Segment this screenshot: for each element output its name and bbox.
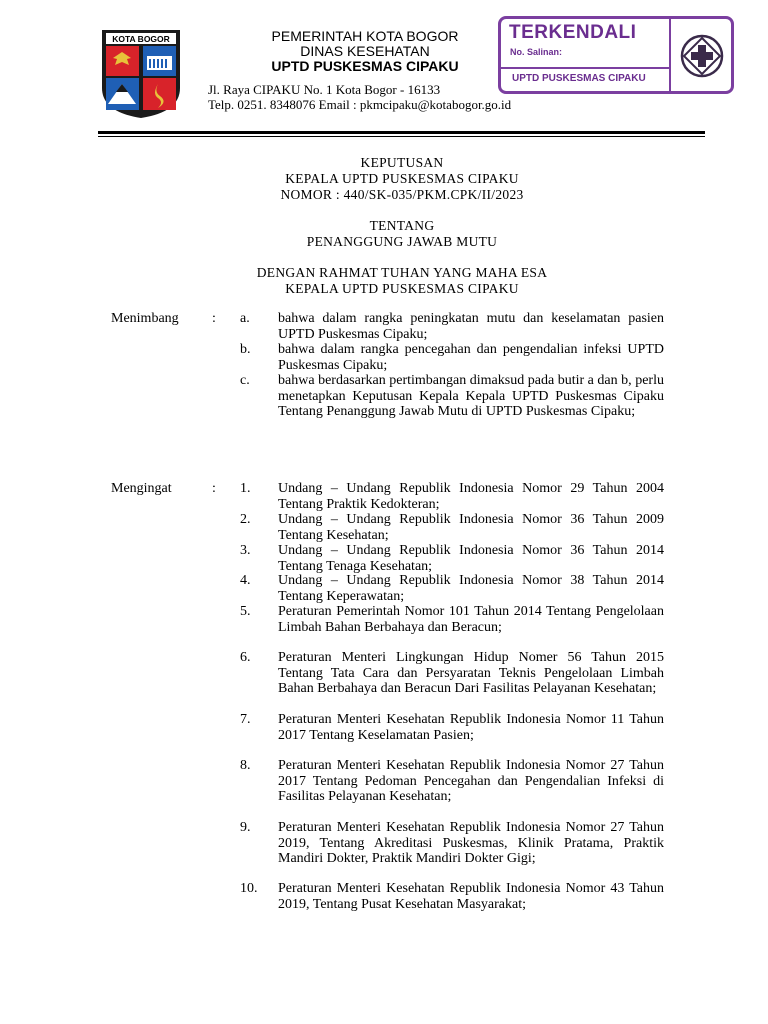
item-marker: 3. [240,543,251,558]
item-marker: a. [240,311,250,326]
decree-subject: PENANGGUNG JAWAB MUTU [306,234,498,249]
mengingat-item [240,543,664,574]
stamp-vertical-divider [669,19,671,91]
mengingat-item [240,604,664,635]
contact-line: Telp. 0251. 8348076 Email : pkmcipaku@kotabogor.go.id [208,97,512,112]
mengingat-item [240,758,664,805]
decree-issuer: KEPALA UPTD PUSKESMAS CIPAKU [285,171,519,186]
item-text: Undang – Undang Republik Indonesia Nomor 36 Tahun 2009 Tentang Kesehatan; [278,512,664,543]
menimbang-colon: : [212,311,216,326]
government-name: PEMERINTAH KOTA BOGOR [271,28,459,44]
item-marker: 5. [240,604,251,619]
item-marker: 4. [240,573,251,588]
letterhead [205,29,525,74]
item-text: Undang – Undang Republik Indonesia Nomor 29 Tahun 2004 Tentang Praktik Kedokteran; [278,481,664,512]
item-text: bahwa berdasarkan pertimbangan dimaksud pada butir a dan b, perlu menetapkan Keputusan Kepala Kepala UPTD Puskesmas Cipaku Tentang Penanggung Jawab Mutu di UPTD Puskesmas Cipaku; [278,373,664,419]
mengingat-item [240,481,664,512]
item-text: Peraturan Menteri Kesehatan Republik Indonesia Nomor 27 Tahun 2017 Tentang Pedoman Pencegahan dan Pengendalian Infeksi di Fasilitas Pelayanan Kesehatan; [278,758,664,804]
mengingat-item [240,712,664,743]
item-marker: 7. [240,712,251,727]
menimbang-item [240,311,664,342]
item-text: Peraturan Menteri Kesehatan Republik Indonesia Nomor 11 Tahun 2017 Tentang Keselamatan Pasien; [278,712,664,743]
agency-name: DINAS KESEHATAN [300,43,430,59]
stamp-copy-label: No. Salinan: [510,47,563,57]
decree-invocation: DENGAN RAHMAT TUHAN YANG MAHA ESA [256,265,548,280]
item-text: Peraturan Menteri Kesehatan Republik Indonesia Nomor 27 Tahun 2019, Tentang Akreditasi Puskesmas, Klinik Pratama, Praktik Mandiri Dokter, Praktik Mandiri Dokter Gigi; [278,820,664,866]
mengingat-item [240,512,664,543]
controlled-copy-stamp [498,16,734,94]
logo-text: KOTA BOGOR [112,34,170,44]
item-marker: 1. [240,481,251,496]
mengingat-item [240,650,664,697]
puskesmas-logo-icon [679,33,725,79]
decree-about-label: TENTANG [369,218,435,233]
item-text: Peraturan Menteri Kesehatan Republik Indonesia Nomor 43 Tahun 2019, Tentang Pusat Kesehatan Masyarakat; [278,881,664,912]
item-marker: 2. [240,512,251,527]
item-marker: 9. [240,820,251,835]
mengingat-label: Mengingat [111,481,172,496]
item-text: Undang – Undang Republik Indonesia Nomor 38 Tahun 2014 Tentang Keperawatan; [278,573,664,604]
item-text: Undang – Undang Republik Indonesia Nomor 36 Tahun 2014 Tentang Tenaga Kesehatan; [278,543,664,574]
mengingat-colon: : [212,481,216,496]
header-divider-thick [98,131,705,134]
item-text: Peraturan Menteri Lingkungan Hidup Nomer 56 Tahun 2015 Tentang Tata Cara dan Persyaratan Teknis Pengelolaan Limbah Bahan Berbahaya dan Beracun Dari Fasilitas Pelayanan Kesehatan; [278,650,664,696]
item-text: bahwa dalam rangka pencegahan dan pengendalian infeksi UPTD Puskesmas Cipaku; [278,342,664,373]
unit-name: UPTD PUSKESMAS CIPAKU [271,58,459,74]
item-marker: 6. [240,650,251,665]
stamp-title: TERKENDALI [509,22,637,43]
address-line: Jl. Raya CIPAKU No. 1 Kota Bogor - 16133 [208,82,441,97]
mengingat-item [240,881,664,912]
stamp-divider [501,67,669,69]
header-divider-thin [98,136,705,137]
kota-bogor-emblem-icon [100,28,182,120]
item-marker: 8. [240,758,251,773]
decree-title: KEPUTUSAN [360,155,444,170]
item-marker: c. [240,373,250,388]
decree-number: NOMOR : 440/SK-035/PKM.CPK/II/2023 [280,187,524,202]
menimbang-item [240,342,664,373]
menimbang-item [240,373,664,420]
item-marker: 10. [240,881,258,896]
stamp-unit: UPTD PUSKESMAS CIPAKU [512,73,646,84]
item-marker: b. [240,342,251,357]
mengingat-item [240,573,664,604]
mengingat-item [240,820,664,867]
decree-issuer-repeat: KEPALA UPTD PUSKESMAS CIPAKU [285,281,519,296]
item-text: bahwa dalam rangka peningkatan mutu dan keselamatan pasien UPTD Puskesmas Cipaku; [278,311,664,342]
menimbang-label: Menimbang [111,311,179,326]
item-text: Peraturan Pemerintah Nomor 101 Tahun 2014 Tentang Pengelolaan Limbah Bahan Berbahaya dan Beracun; [278,604,664,635]
